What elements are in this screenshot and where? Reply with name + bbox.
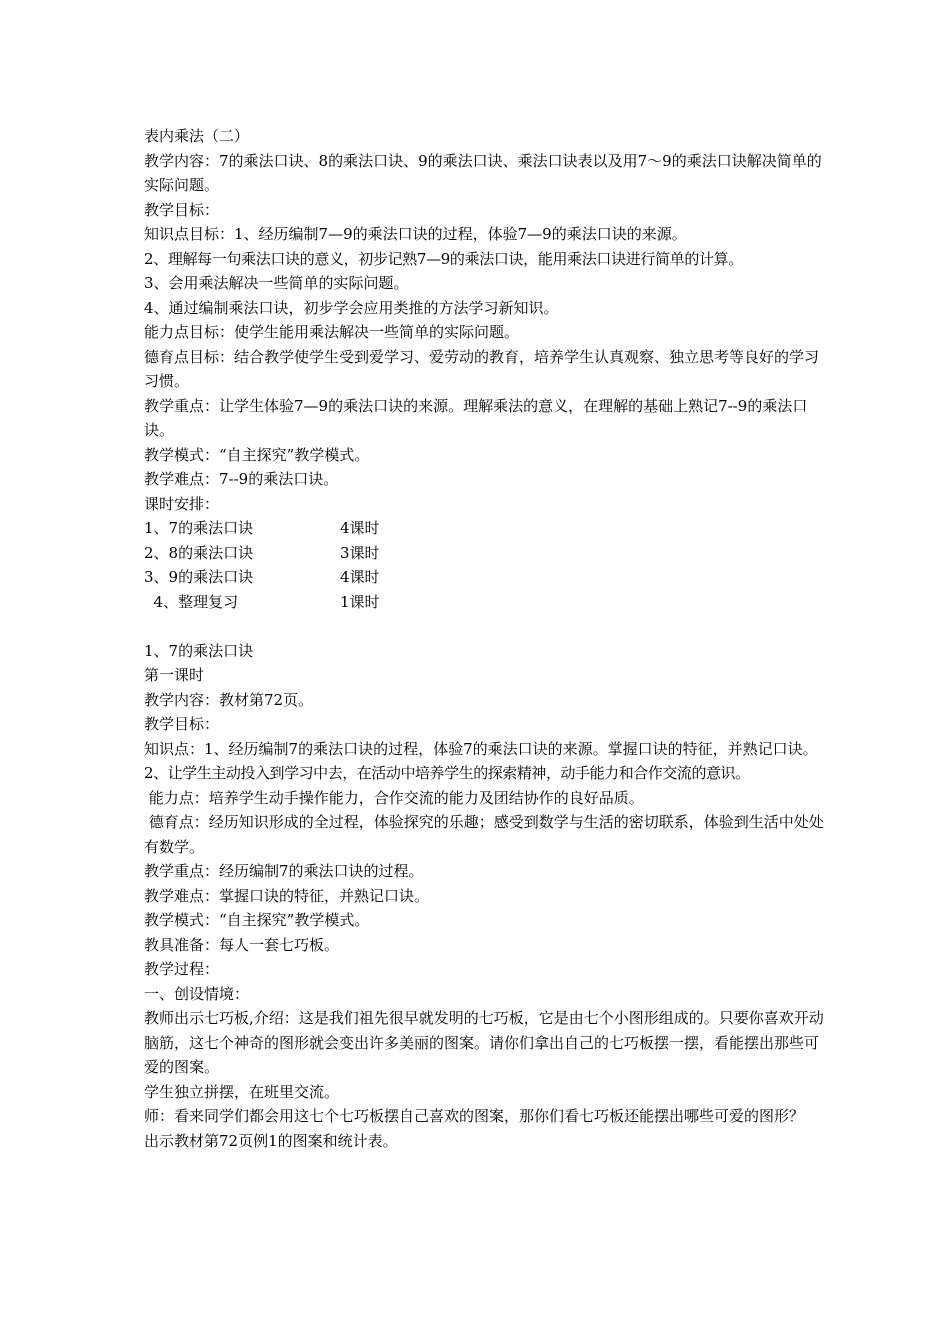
doc-title: 表内乘法（二） <box>144 127 250 145</box>
schedule-item: 2、8的乘法口诀 <box>144 543 254 562</box>
lesson-period: 第一课时 <box>144 666 205 684</box>
lesson-teacher-intro: 教师出示七巧板,介绍：这是我们祖先很早就发明的七巧板，它是由七个小图形组成的。只要你喜欢开动脑筋，这七个神奇的图形就会变出许多美丽的图案。请你们拿出自己的七巧板摆一摆，看能摆出那些可爱的图案。 <box>144 1009 824 1076</box>
lesson-process-heading: 教学过程： <box>144 960 220 978</box>
schedule-hours: 4课时 <box>340 568 380 586</box>
schedule-heading: 课时安排： <box>144 494 220 513</box>
lesson-materials: 教具准备：每人一套七巧板。 <box>144 935 340 954</box>
lesson-difficulty: 教学难点：掌握口诀的特征，并熟记口诀。 <box>144 886 430 905</box>
unit-key-point: 教学重点：让学生体验7—9的乘法口诀的来源。理解乘法的意义，在理解的基础上熟记7--9的乘法口诀。 <box>144 396 808 439</box>
blank-line <box>144 614 824 639</box>
unit-content: 教学内容：7的乘法口诀、8的乘法口诀、9的乘法口诀、乘法口诀表以及用7～9的乘法口诀解决简单的实际问题。 <box>144 151 822 194</box>
unit-knowledge-goal: 知识点目标：1、经历编制7—9的乘法口诀的过程，体验7—9的乘法口诀的来源。 <box>144 225 687 243</box>
unit-ability-goal: 能力点目标：使学生能用乘法解决一些简单的实际问题。 <box>144 323 520 341</box>
schedule-item: 3、9的乘法口诀 <box>144 568 254 586</box>
schedule-hours: 3课时 <box>340 543 380 562</box>
lesson-key-point: 教学重点：经历编制7的乘法口诀的过程。 <box>144 862 424 880</box>
lesson-show: 出示教材第72页例1的图案和统计表。 <box>144 1131 398 1150</box>
document-page <box>144 124 824 1153</box>
lesson-students: 学生独立拼摆，在班里交流。 <box>144 1082 340 1101</box>
unit-moral-goal: 德育点目标：结合教学使学生受到爱学习、爱劳动的教育，培养学生认真观察、独立思考等良好的学习习惯。 <box>144 347 820 390</box>
unit-goal-2: 2、理解每一句乘法口诀的意义，初步记熟7—9的乘法口诀，能用乘法口诀进行简单的计算。 <box>144 249 743 268</box>
unit-mode: 教学模式：“自主探究”教学模式。 <box>144 445 370 464</box>
unit-goals-heading: 教学目标： <box>144 200 220 219</box>
lesson-goal-2: 2、让学生主动投入到学习中去，在活动中培养学生的探索精神，动手能力和合作交流的意识。 <box>144 764 750 782</box>
lesson-step-1: 一、创设情境： <box>144 984 250 1003</box>
lesson-ability: 能力点：培养学生动手操作能力，合作交流的能力及团结协作的良好品质。 <box>144 788 644 807</box>
lesson-knowledge: 知识点：1、经历编制7的乘法口诀的过程，体验7的乘法口诀的来源。掌握口诀的特征，并熟记口诀。 <box>144 739 818 758</box>
schedule-row <box>144 516 824 541</box>
schedule-hours: 1课时 <box>340 592 380 611</box>
schedule-row <box>144 541 824 566</box>
lesson-moral: 德育点：经历知识形成的全过程，体验探究的乐趣；感受到数学与生活的密切联系，体验到生活中处处有数学。 <box>144 813 824 856</box>
schedule-hours: 4课时 <box>340 519 380 537</box>
unit-difficulty: 教学难点：7--9的乘法口诀。 <box>144 470 339 488</box>
lesson-content: 教学内容：教材第72页。 <box>144 690 314 709</box>
lesson-goals-heading: 教学目标： <box>144 715 220 733</box>
lesson-mode: 教学模式：“自主探究”教学模式。 <box>144 911 370 929</box>
lesson-section-title: 1、7的乘法口诀 <box>144 641 254 660</box>
schedule-row <box>144 565 824 590</box>
lesson-teacher-question: 师：看来同学们都会用这七个七巧板摆自己喜欢的图案，那你们看七巧板还能摆出哪些可爱的图形？ <box>144 1107 805 1125</box>
schedule-item: 4、整理复习 <box>144 592 239 611</box>
schedule-item: 1、7的乘法口诀 <box>144 519 254 537</box>
unit-goal-4: 4、通过编制乘法口诀，初步学会应用类推的方法学习新知识。 <box>144 298 559 317</box>
schedule-row <box>144 590 824 615</box>
unit-goal-3: 3、会用乘法解决一些简单的实际问题。 <box>144 274 409 292</box>
